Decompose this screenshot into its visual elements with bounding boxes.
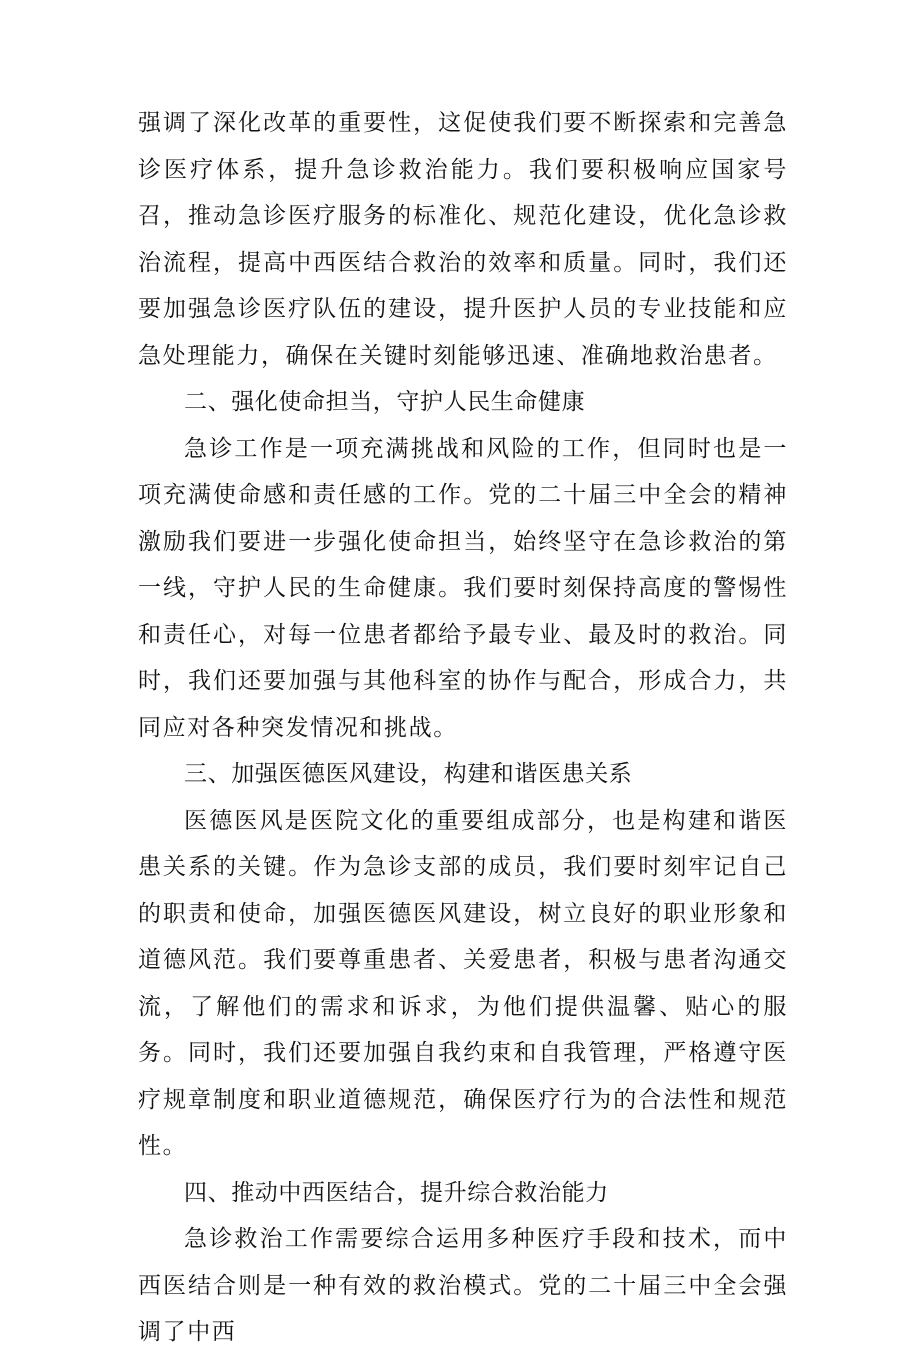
section-heading-2: 二、强化使命担当，守护人民生命健康 [184,389,586,415]
intro-paragraph: 强调了深化改革的重要性，这促使我们要不断探索和完善急诊医疗体系，提升急诊救治能力。我们要积极响应国家号召，推动急诊医疗服务的标准化、规范化建设，优化急诊救治流程，提高中西医结合救治的效率和质量。同时，我们还要加强急诊医疗队伍的建设，提升医护人员的专业技能和应急处理能力，确保在关键时刻能够迅速、准确地救治患者。 [138,110,788,369]
section-heading-3: 三、加强医德医风建设，构建和谐医患关系 [184,761,633,787]
document-page [138,100,788,1356]
section-heading-4: 四、推动中西医结合，提升综合救治能力 [184,1179,609,1206]
section-body-3: 医德医风是医院文化的重要组成部分，也是构建和谐医患关系的关键。作为急诊支部的成员，我们要时刻牢记自己的职责和使命，加强医德医风建设，树立良好的职业形象和道德风范。我们要尊重患者、关爱患者，积极与患者沟通交流，了解他们的需求和诉求，为他们提供温馨、贴心的服务。同时，我们还要加强自我约束和自我管理，严格遵守医疗规章制度和职业道德规范，确保医疗行为的合法性和规范性。 [138,807,788,1159]
section-body-2: 急诊工作是一项充满挑战和风险的工作，但同时也是一项充满使命感和责任感的工作。党的二十届三中全会的精神激励我们要进一步强化使命担当，始终坚守在急诊救治的第一线，守护人民的生命健康。我们要时刻保持高度的警惕性和责任心，对每一位患者都给予最专业、最及时的救治。同时，我们还要加强与其他科室的协作与配合，形成合力，共同应对各种突发情况和挑战。 [138,435,788,741]
section-body-4: 急诊救治工作需要综合运用多种医疗手段和技术，而中西医结合则是一种有效的救治模式。党的二十届三中全会强调了中西 [138,1226,788,1345]
